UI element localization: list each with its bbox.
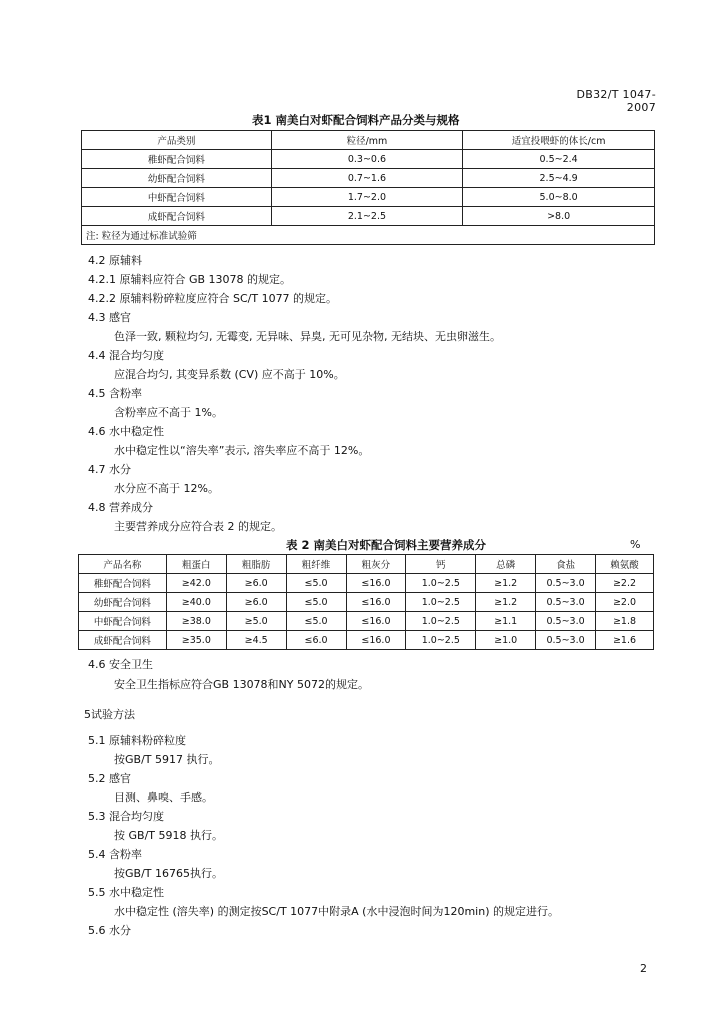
section-heading: 4.2.1 原辅料应符合 GB 13078 的规定。 (88, 273, 292, 286)
section-body: 按GB/T 16765执行。 (114, 867, 223, 880)
table-cell: 中虾配合饲料 (79, 612, 167, 631)
section-heading: 4.5 含粉率 (88, 387, 142, 400)
section-body: 水中稳定性以“溶失率”表示, 溶失率应不高于 12%。 (114, 444, 370, 457)
table-cell: 成虾配合饲料 (79, 631, 167, 650)
table-cell: 0.5~2.4 (463, 150, 655, 169)
table-cell: 稚虾配合饲料 (79, 574, 167, 593)
table-row (79, 612, 654, 631)
table-cell: ≤5.0 (286, 612, 346, 631)
table-cell: 幼虾配合饲料 (82, 169, 272, 188)
table-cell: ≤5.0 (286, 574, 346, 593)
table-cell: >8.0 (463, 207, 655, 226)
table-cell: 0.5~3.0 (536, 631, 596, 650)
table-cell: ≥40.0 (166, 593, 226, 612)
table-cell: ≥4.5 (226, 631, 286, 650)
table2-header-cell: 粗蛋白 (166, 555, 226, 574)
table2-header-cell: 粗纤维 (286, 555, 346, 574)
table-cell: 0.5~3.0 (536, 574, 596, 593)
section-body: 色泽一致, 颗粒均匀, 无霉变, 无异味、异臭, 无可见杂物, 无结块、无虫卵滋生。 (114, 330, 501, 343)
table2-header-row (79, 555, 654, 574)
table-cell: ≤5.0 (286, 593, 346, 612)
section-heading: 4.2.2 原辅料粉碎粒度应符合 SC/T 1077 的规定。 (88, 292, 338, 305)
section-heading: 4.7 水分 (88, 463, 131, 476)
table2-header-cell: 粗脂肪 (226, 555, 286, 574)
section-body: 按 GB/T 5918 执行。 (114, 829, 223, 842)
table-cell: ≥6.0 (226, 593, 286, 612)
table2-header-cell: 产品名称 (79, 555, 167, 574)
standard-code: DB32/T 1047- 2007 (576, 88, 656, 114)
table1-header-cell: 产品类别 (82, 131, 272, 150)
table-cell: 0.3~0.6 (271, 150, 463, 169)
table-cell: ≥6.0 (226, 574, 286, 593)
table-cell: ≥2.2 (596, 574, 654, 593)
table-cell: 稚虾配合饲料 (82, 150, 272, 169)
table-cell: ≥1.2 (476, 574, 536, 593)
section-heading: 4.2 原辅料 (88, 254, 142, 267)
table-cell: 1.0~2.5 (406, 593, 476, 612)
table-row (82, 188, 655, 207)
table-cell: ≥1.8 (596, 612, 654, 631)
table-cell: 中虾配合饲料 (82, 188, 272, 207)
table-row (82, 150, 655, 169)
section-heading: 4.4 混合均匀度 (88, 349, 164, 362)
table-cell: ≥1.1 (476, 612, 536, 631)
table-cell: 成虾配合饲料 (82, 207, 272, 226)
table2-header-cell: 钙 (406, 555, 476, 574)
section-heading: 5.5 水中稳定性 (88, 886, 164, 899)
section-heading: 5.1 原辅料粉碎粒度 (88, 734, 186, 747)
table2-header-cell: 赖氨酸 (596, 555, 654, 574)
table-cell: 0.5~3.0 (536, 593, 596, 612)
table-cell: 5.0~8.0 (463, 188, 655, 207)
table-cell: ≥38.0 (166, 612, 226, 631)
section-heading: 4.3 感官 (88, 311, 131, 324)
table-cell: ≥5.0 (226, 612, 286, 631)
table-cell: ≥1.2 (476, 593, 536, 612)
section-body: 目测、鼻嗅、手感。 (114, 791, 213, 804)
table2-header-cell: 粗灰分 (346, 555, 406, 574)
table-row (79, 574, 654, 593)
section-body: 安全卫生指标应符合GB 13078和NY 5072的规定。 (114, 678, 369, 691)
table-cell: ≤16.0 (346, 612, 406, 631)
table1-note: 注: 粒径为通过标准试验筛 (82, 226, 655, 245)
section-body: 主要营养成分应符合表 2 的规定。 (114, 520, 282, 533)
table-row (79, 631, 654, 650)
section-body: 含粉率应不高于 1%。 (114, 406, 223, 419)
table-cell: ≥1.0 (476, 631, 536, 650)
section-body: 按GB/T 5917 执行。 (114, 753, 220, 766)
table-cell: ≥2.0 (596, 593, 654, 612)
table-cell: 幼虾配合饲料 (79, 593, 167, 612)
table2-header-cell: 食盐 (536, 555, 596, 574)
table-row (82, 169, 655, 188)
section-body: 水分应不高于 12%。 (114, 482, 219, 495)
table2-caption: 表 2 南美白对虾配合饲料主要营养成分 (286, 538, 487, 552)
table-cell: 2.1~2.5 (271, 207, 463, 226)
page-number: 2 (640, 962, 647, 975)
table-cell: 0.7~1.6 (271, 169, 463, 188)
table-cell: ≤16.0 (346, 593, 406, 612)
table-cell: 1.0~2.5 (406, 631, 476, 650)
table-cell: ≥35.0 (166, 631, 226, 650)
table-row (79, 593, 654, 612)
section-body: 应混合均匀, 其变异系数 (CV) 应不高于 10%。 (114, 368, 345, 381)
section-heading: 4.6 水中稳定性 (88, 425, 164, 438)
table-cell: ≤16.0 (346, 631, 406, 650)
section-heading: 5.4 含粉率 (88, 848, 142, 861)
table1-note-row (82, 226, 655, 245)
table-cell: 1.7~2.0 (271, 188, 463, 207)
table2-header-cell: 总磷 (476, 555, 536, 574)
table1-header-cell: 粒径/mm (271, 131, 463, 150)
table-cell: 0.5~3.0 (536, 612, 596, 631)
table-cell: ≤16.0 (346, 574, 406, 593)
table-cell: ≥42.0 (166, 574, 226, 593)
section-heading: 5.6 水分 (88, 924, 131, 937)
section-heading: 4.6 安全卫生 (88, 658, 153, 671)
table1-caption: 表1 南美白对虾配合饲料产品分类与规格 (252, 113, 460, 127)
table-cell: 2.5~4.9 (463, 169, 655, 188)
table1-header-cell: 适宜投喂虾的体长/cm (463, 131, 655, 150)
table1-product-classification (81, 130, 655, 245)
table-cell: ≤6.0 (286, 631, 346, 650)
table2-unit: % (630, 538, 641, 551)
section-heading: 4.8 营养成分 (88, 501, 153, 514)
table-row (82, 207, 655, 226)
table-cell: 1.0~2.5 (406, 574, 476, 593)
table-cell: 1.0~2.5 (406, 612, 476, 631)
table1-header-row (82, 131, 655, 150)
table-cell: ≥1.6 (596, 631, 654, 650)
section-heading: 5.2 感官 (88, 772, 131, 785)
section-heading: 5.3 混合均匀度 (88, 810, 164, 823)
table2-nutrition (78, 554, 654, 650)
section-body: 水中稳定性 (溶失率) 的测定按SC/T 1077中附录A (水中浸泡时间为120min) 的规定进行。 (114, 905, 559, 918)
chapter-heading: 5试验方法 (84, 708, 135, 721)
